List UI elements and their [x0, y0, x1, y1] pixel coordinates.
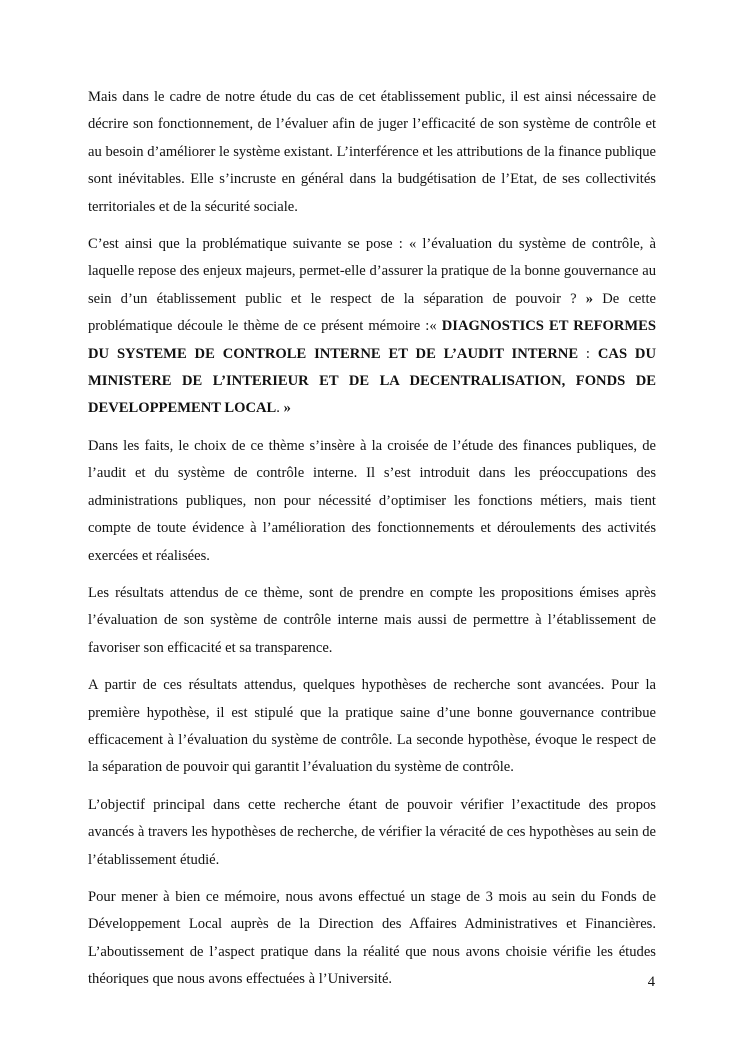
- paragraph-objectif: L’objectif principal dans cette recherche étant de pouvoir vérifier l’exactitude des propos avancés à travers les hypothèses de recherche, de vérifier la véracité de ces hypothèses au sein de l’établissement étudié.: [88, 796, 656, 868]
- theme-title-part1: DIAGNOSTICS ET REFORMES DU SYSTEME DE CONTROLE INTERNE ET DE L’AUDIT INTERNE: [88, 318, 656, 362]
- theme-separator: :: [578, 345, 598, 362]
- theme-title-part2: CAS DU MINISTERE DE L’INTERIEUR ET DE LA DECENTRALISATION, FONDS DE DEVELOPPEMENT LOCAL: [88, 345, 656, 417]
- paragraph-stage: Pour mener à bien ce mémoire, nous avons effectué un stage de 3 mois au sein du Fonds de Développement Local auprès de la Direction des Affaires Administratives et Financières. L’aboutissement de l’aspect pratique dans la réalité que nous avons choisie vérifie les études théoriques que nous avons effectuées à l’Université.: [88, 888, 656, 988]
- problematique-text: C’est ainsi que la problématique suivante se pose : « l’évaluation du système de contrôle, à laquelle repose des enjeux majeurs, permet-elle d’assurer la pratique de la bonne gouvernance au sein d’un établissement public et le respect de la séparation de pouvoir ?: [88, 236, 656, 307]
- paragraph-problematique: [88, 231, 656, 423]
- paragraph-resultats: Les résultats attendus de ce thème, sont de prendre en compte les propositions émises après l’évaluation de son système de contrôle interne mais aussi de permettre à l’établissement de favoriser son efficacité et sa transparence.: [88, 584, 656, 656]
- theme-dot: .: [276, 400, 284, 417]
- paragraph-hypotheses: A partir de ces résultats attendus, quelques hypothèses de recherche sont avancées. Pour la première hypothèse, il est stipulé que la pratique saine d’une bonne gouvernance contribue efficacement à l’évaluation du système de contrôle. La seconde hypothèse, évoque le respect de la séparation de pouvoir qui garantit l’évaluation du système de contrôle.: [88, 677, 656, 776]
- document-page: [88, 84, 656, 1004]
- paragraph-context: Mais dans le cadre de notre étude du cas de cet établissement public, il est ainsi nécessaire de décrire son fonctionnement, de l’évaluer afin de juger l’efficacité de son système de contrôle et au besoin d’améliorer le système existant. L’interférence et les attributions de la finance publique sont inévitables. Elle s’incruste en général dans la budgétisation de l’Etat, de ses collectivités territoriales et de la sécurité sociale.: [88, 89, 656, 215]
- paragraph-choix-theme: Dans les faits, le choix de ce thème s’insère à la croisée de l’étude des finances publiques, de l’audit et du système de contrôle interne. Il s’est introduit dans les préoccupations des administrations publiques, non pour nécessité d’optimiser les fonctions métiers, mais tient compte de toute évidence à l’amélioration des fonctionnements et déroulements des activités exercées et réalisées.: [88, 437, 656, 564]
- page-number: 4: [647, 974, 655, 990]
- theme-intro: De cette problématique découle le thème de ce présent mémoire :«: [88, 290, 656, 335]
- quote-close: »: [585, 290, 594, 307]
- final-quote: »: [283, 400, 291, 417]
